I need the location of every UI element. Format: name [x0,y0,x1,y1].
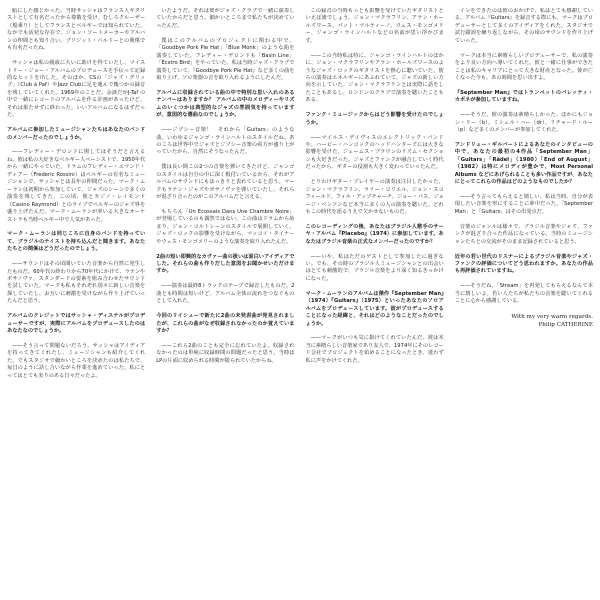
interview-question: 今回のリイシューで新たに2曲の未発表曲が発見されましたが、これらの曲がなぜ収録されなかったのか覚えていますか？ [156,313,295,334]
interview-answer: ——この当時私は特に、ジャンゴ・ラインハルトのほかに、ジョン・マクラフリンやアラン・ホールズワースのようなジャズ・ロックのギタリストを熱心に聴いていた。彼らの演奏はエネルギーにあふれていて、ジャズの新しい方向を示していた。ジョン・マクラフリンとは実際に話をしたこともあるし、ロンドンのクラブで演奏を聴いたこともある。 [305,52,444,104]
interview-question: ファンク・ミュージックからはどう影響を受けたのでしょうか。 [305,112,444,126]
interview-answer: ——そう言って問題ないだろう。サッシャはアイディアを持ってきてくれたし、ミュージシャンも紹介してくれた。でもスタジオで細かいところを決めたのは私たちで、毎日のように話し合いながら作業を進めていった。私にとってはとても実りのある日々だったよ。 [7,342,146,379]
interview-answer: 僕は長い間この2つの音楽を弾いてきたけど、ジャンゴのスタイルは自分の中に深く根付いているから、それがアルバムのサウンドにもはっきりと表れていると思う。マークもラテン・ジャズやボサノヴァを弾いていたし、それらが混ざり合ったのがこのアルバムだと言える。 [156,164,295,201]
interview-question: アルバムに参加したミュージシャンたちはあなたのバンドのメンバーだったのでしょうか。 [7,127,146,141]
interview-answer: ——これら2曲のことも完全に忘れていたよ。収録されなかったのは単純に収録時間の問題だったと思う。当時はLPの片面に収められる時間が限られていたからね。 [156,342,295,364]
interview-question: 『September Man』ではトランペットのバレッティ・カポネが参加していますね。 [454,89,593,104]
signoff-greeting: With my very warm regards. [511,314,593,321]
interview-answer: ——サウンドはその頃聞いていた音楽から自然に発生したものだ。60年代の終わりから70年代にかけて、ラテンやボサノヴァ、スタンダードの要素を組み合わせたサウンドを試していた。マークも私もそれぞれ別々に新しい音楽を探していたし、お互いに刺激を受けながら作り上げていったんだと思う。 [7,261,146,305]
interview-answer: ——そうだ。彼の演奏は素晴らしかった。ほかにもジョン・リー（b）、ミシェル・ハー（dr）、リチャード・ルー（p）など多くのメンバーが参加してくれた。 [454,112,593,134]
interview-answer: もちろん「Un Ecossais Dans Une Chambre Noire」が登場しているのも偶然ではない。この曲はドラムから始まり、ジョン・コルトレーンのスタイルで展開していく。ジャズ・ロックの影響を受けながら、マッコイ・タイナーやウェス・モンゴメリーのような演奏を取り入れたんだ。 [156,208,295,245]
interview-answer: ——マイルス・デイヴィスのエレクトリック・バンドや、ハービー・ハンコックのヘッドハンターズには大きな影響を受けた。ジェームス・ブラウンのリズム・セクションも大好きだった。ジャズとファンクが融合していく時代だったから、ギターの役割も大きく変わっていったんだ。 [305,134,444,171]
interview-question: マーク・ムーランは同じころに自身のバンドを持っていて、ブラジルのテイストを持ち込んだと聞きます。あなたたちとの関係はどうだったのでしょう。 [7,231,146,253]
interview-answer: この録音の当時もっとも影響を受けていたギタリストといえば誰でしょう。ジョン・マクラフリン、アラン・ホールズワース、パット・マルティーノ、ウェス・モンゴメリー、ジャンゴ・ラインハルトなどの名前が思い浮かびます。 [305,8,444,44]
interview-question: アルバムのクレジットではサッシャ・ディステルがプロデューサーですが、実際にアルバムをプロデュースしたのはあなたなのでしょうか。 [7,313,146,335]
interview-answer: 僕はこのアルバムのプロジェクトに関わる中で、「Goodbye Pork Pie Hat」「Blue Monk」のような曲を演奏していた。フレディー・デロンドも「Basin Line」「Ecstro Bird」をやっていた。私は当時ジャズ・クラブで演奏していて、『Goodbye Pork Pie Hat』など多くの曲を取り上げ、ソロ楽器の音を取り入れるようにしたんだ。 [156,37,295,82]
signoff-signature: Philip CATHERINE [538,322,593,329]
interview-answer: マークは本当に素晴らしいプロデューサーで、私の演奏をより良い方向へ導いてくれた。彼と一緒に仕事ができたことは私のキャリアにとって大きな財産となった。彼が亡くなった今も、あの時間を思い出すよ。 [454,52,593,82]
interview-answer: ——演奏は最終8トラックのテープで録音したものだ。2曲とも時間は短いけど、アルバム全体の流れをつなぐものとして入れた。 [156,283,295,305]
interview-question: 2曲の短い即興的なカヴァー曲の扱いは面白いアイディアでした。それらの曲も作りだした意図をお聞かせいただけますか。 [156,253,295,275]
interview-answer: ——いや、私はただのゲストとして参加したに過ぎない。でも、その時のブラジル人ミュージシャンとの出会いはとても刺激的で、ブラジル音楽をより深く知るきっかけになった。 [305,253,444,282]
interview-answer: とりわけギター・プレイヤーの演奏は注目したかった。ジョン・マクラフリン、ラリー・コリエル、ジョン・スコフィールド、フィル・アップチャーチ、ジョー・パス、ジョージ・ベンソンなど本当に多くの人の演奏を聴いた。どれもこの時代を語るうえで欠かせないものだ。 [305,179,444,215]
interview-answer: ——フレディー・デロンドに関してはそうだと言えるね。彼は私の大好きなベルギー人ベーシストで、1950年代から一緒にやっていた。ドラムのフレディー・エマンド・ディアー（Frederic Rossini）はベルギーの有名なミュージシャンで、サッシャとは長年の仲間だった。マーク・ムーランは初期から参加していて、ジャズのシーンで多くの演奏を残してきた。この頃、彼とカジノ・レイモンド（Casino Raymond）とのライブでベルギーのジャズ界を盛り上げたんだ。マーク・ムーランが率いる大きなオーケストラも当時ベルギー中で人気があった。 [7,149,146,223]
interview-question: アンドリュー・ギルバートによるあなたのインタビューの中で、あなたの最初の4作品「September Man」「Guitars」「Ràdel」（1980）「End of August」（1982）は特にメロディが豊かで、Most Personal Albums などにあげられることも多い作品ですが、あなたにとってこれらの作品はどのようなものでしたか？ [454,141,593,186]
interview-answer: ——そうだね。「Stream」を再発してもらえるなんて本当に嬉しいよ。若い人たちが私たちの音楽を聴いてくれることに心から感謝している。 [454,283,593,305]
text-column-4 [455,8,593,592]
text-column-2 [156,8,294,592]
interview-answer: サッシャは私の親戚に大いに助けを得ていたし、ツイストリー・ジョー・アルバムのプロデュースを手伝って記録的なヒットを出した。そのほか、CSの「ジャズ・グリップ」（Club à Paf）やJazz Clubに足を運んで幾つかの録音を残していてくれた。1969年のことだ。余談だがJ-Taf の中で一緒にレコードのアルバムを作る計画があったけど、それは果たせずに終わった。いいアルバムになるはずだった。 [7,60,146,119]
interview-answer: インをできたのは彼のおかげで、私はとても感謝している。アルバム『Guitars』を録音する際にも、マークはプロデューサーとして多くのアイディアをくれた。スタジオで試行錯誤を繰り返しながら、その頃のサウンドを作り上げていった。 [454,8,593,44]
signoff [455,313,593,329]
interview-answer: ——マークがいつも気に掛けてくれていたんだ。彼は本当に素晴らしい音楽家であり友人で、1974年にそのレコード会社でプロジェクトを始めることになったとき、迷わず私に声をかけてくれた。 [305,335,444,364]
interview-question: 近年の若い世代のリスナーによるブラジル音楽やジャズ・ファンクの評価についてどう思われますか。あなたの作品も再評価されていますね。 [454,253,593,275]
liner-notes-page [7,8,593,592]
interview-answer: ——ジプシー音楽！ それから「Guitars」のような曲。いわゆるジャンゴ・ラインハルトのスタイルだね。あのころは世界中でジャズとジプシー音楽の両方が盛り上がっていたから、自然にそうなったんだ。 [156,127,295,156]
interview-answer: いたようだ。それは彼がジャズ・クラブで一緒に演奏していたからだと思う。細かいところまで私たちが決めていったんだ。 [156,8,295,29]
interview-question: マーク・ムーランのアルバムは傑作『September Man』（1974）『Guitars』（1975）といったあなたのソロアルバムをプロデュースしています。彼がプロデュースすることになった経緯と、それはどのようなことだったのでしょうか。 [305,290,444,327]
interview-question: アルバムに収録されている曲の中で特別な思い入れのあるナンバーはありますか？ アルバムの中のメロディーやリズムのいくつかは典型的なジャズの雰囲気を持っていますが、意図的な選曲なのでしょうか。 [156,89,295,119]
interview-question: このレコーディングの後、あなたはブラジル人歌手のサーヤ・アルバム『Placebo』（1974）に参加しています。あなたはブラジル音楽の正式なメンバーだったのですか？ [305,223,444,245]
interview-answer: 音楽のジャンルは様々で、ブラジル音楽やジャズ、ファンクが混ざり合った作品になっている。当時のミュージシャンたちとの交流がそのまま記録されていると思う。 [454,223,593,245]
interview-answer: 胎にした感じかった。当時サッシャはフランス人ギタリストとして有名だったから尊敬を受け、むしろクルーザー（船乗り）としてフランスとベルギーでは知られていた。なかでも活発な存在で、ジョン・ソートメーカーやアルバンの仲間とも知り合い、ブリジット・バルドーとの関係でも有名だったね。 [7,8,146,52]
interview-answer: ——そう言ってもらえると嬉しい。私は当時、自分が表現したい音楽を形にすることに夢中だった。「September Man」と「Guitars」はその出発点だ。 [454,194,593,215]
text-column-1 [7,8,145,592]
text-column-3 [306,8,444,592]
